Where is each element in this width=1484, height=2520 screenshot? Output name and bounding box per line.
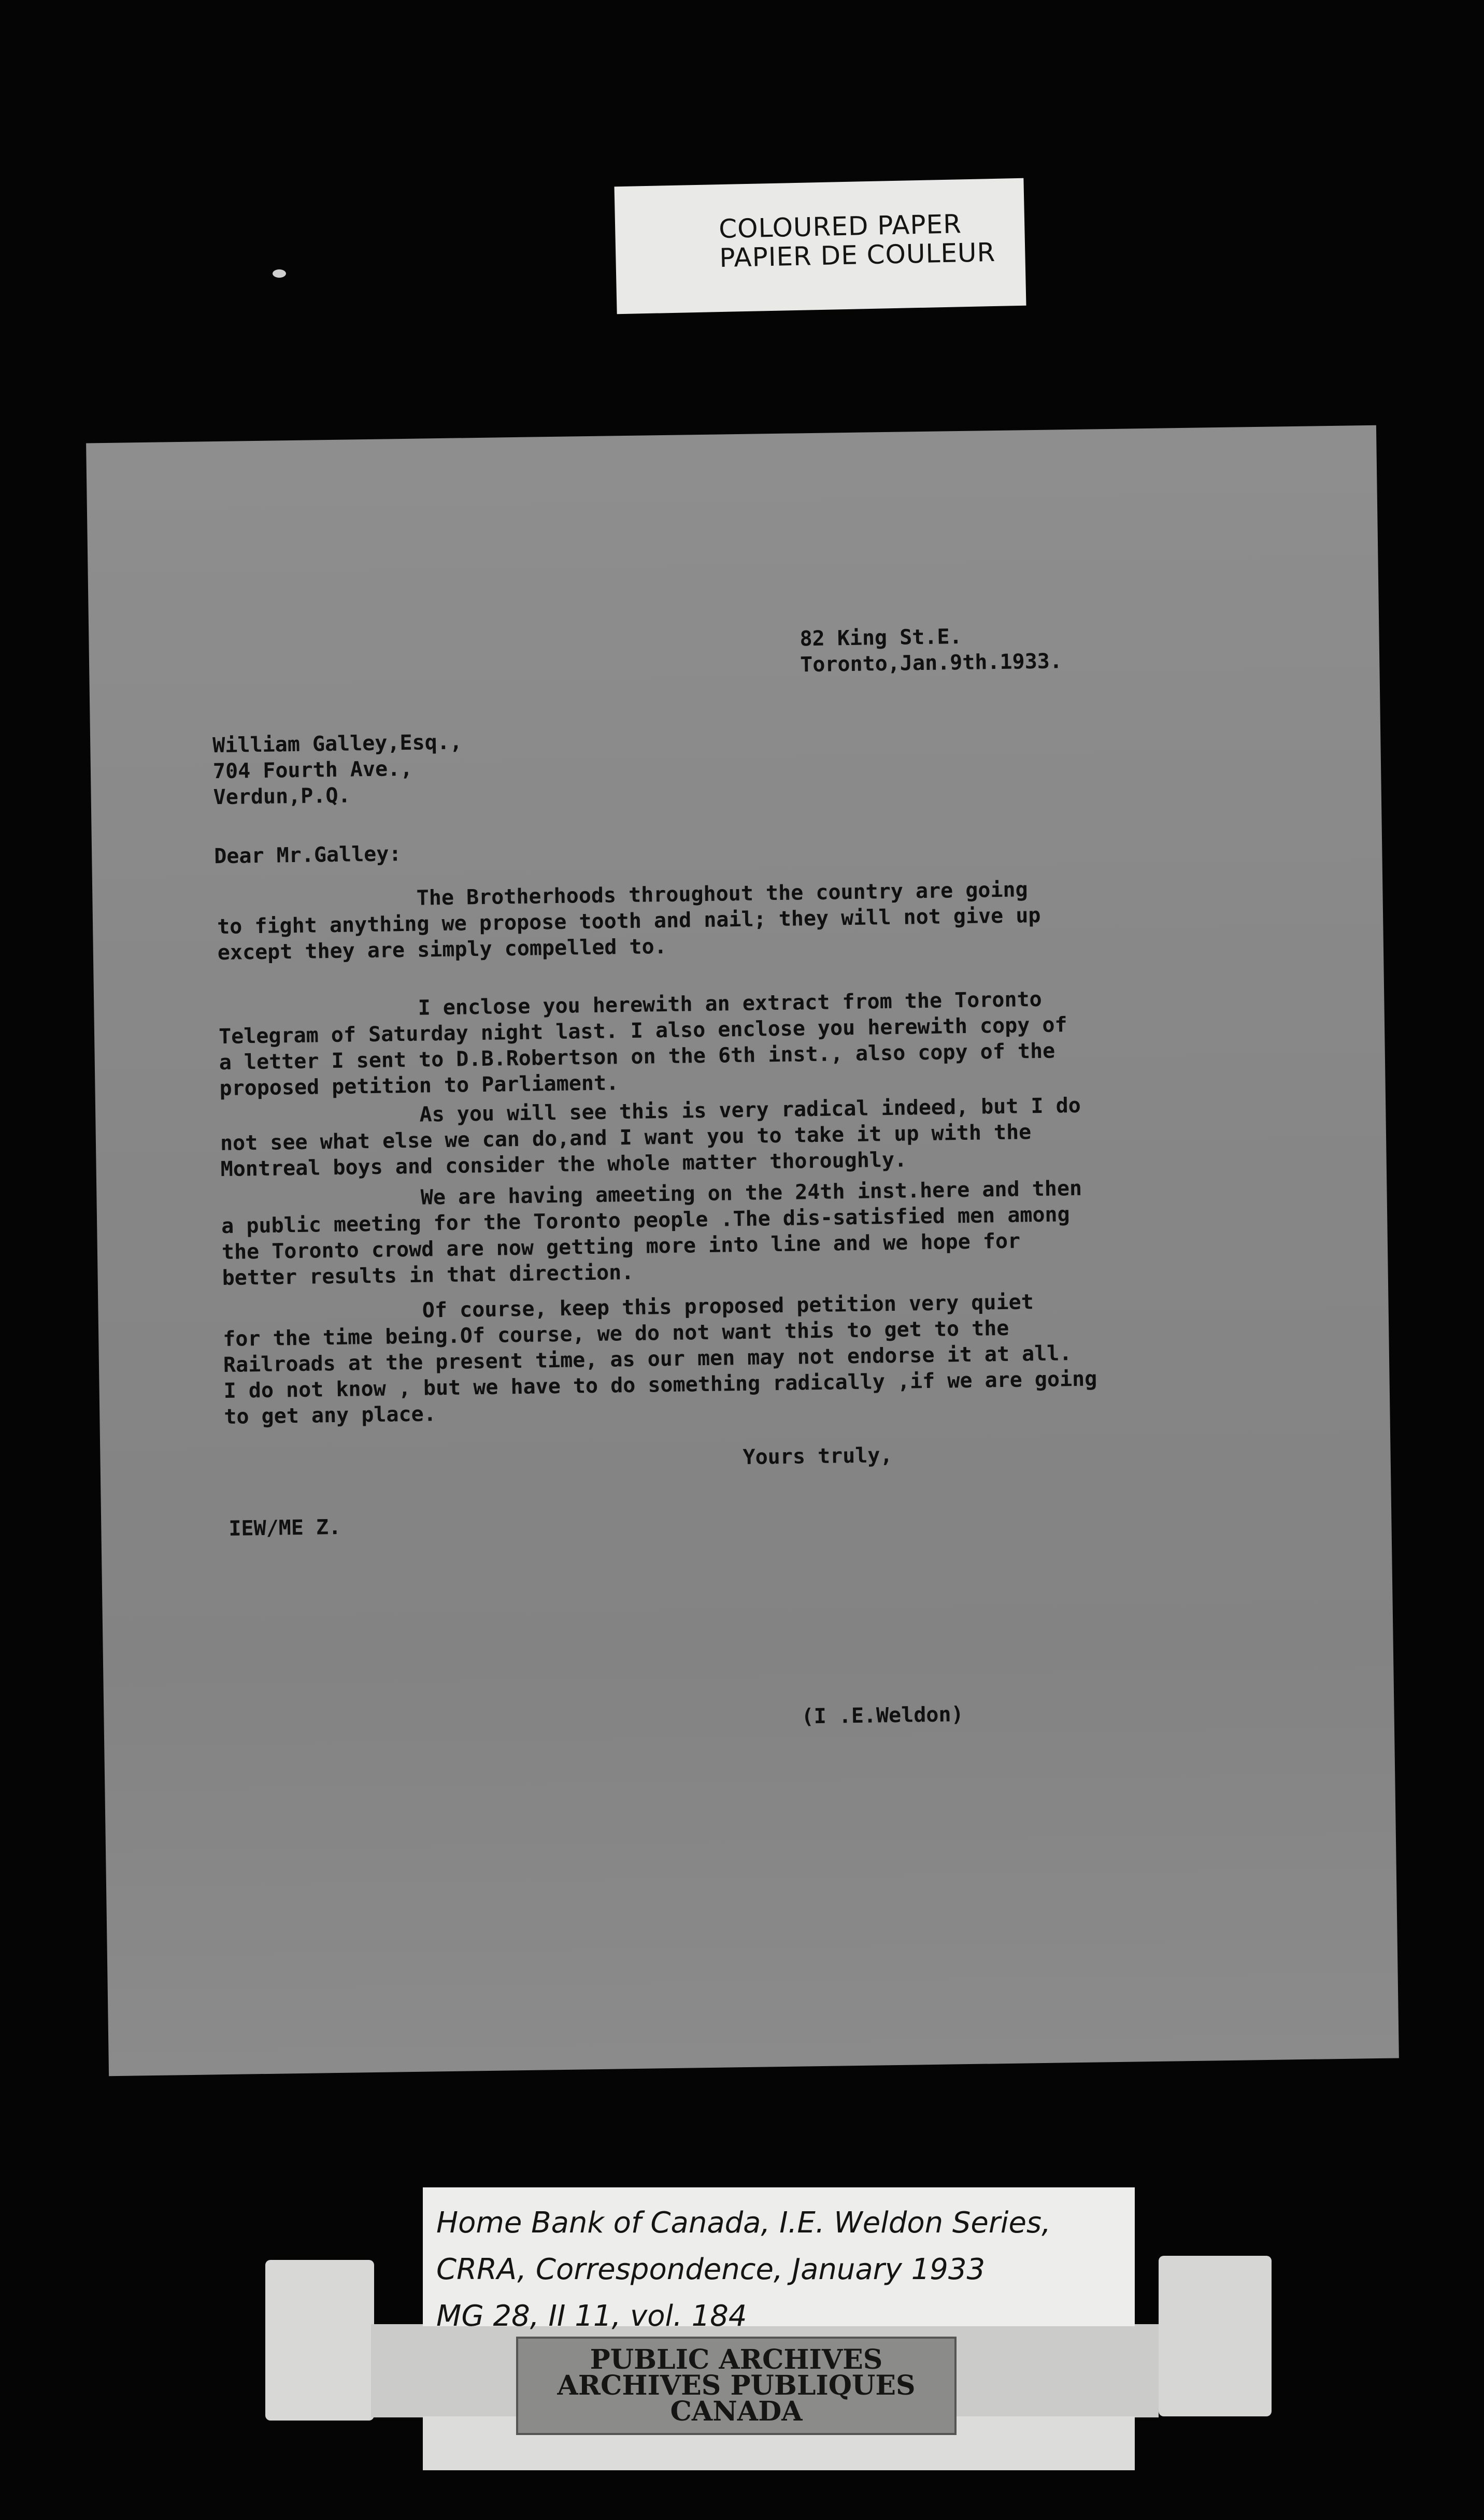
paragraph-line: As you will see this is very radical indeed, but I do xyxy=(219,1093,1081,1130)
letter-page xyxy=(86,425,1399,2076)
closing: Yours truly, xyxy=(743,1443,893,1470)
paragraph-2 xyxy=(218,986,1068,1101)
salutation: Dear Mr.Galley: xyxy=(213,842,402,869)
paragraph-line: Montreal boys and consider the whole matter thoroughly. xyxy=(220,1148,907,1182)
paragraph-line: We are having ameeting on the 24th inst.here and then xyxy=(221,1176,1082,1213)
stamp-frame-left xyxy=(265,2260,374,2421)
paragraph-line: for the time being.Of course, we do not want this to get to the xyxy=(222,1316,1009,1352)
label-line-english: COLOURED PAPER xyxy=(718,209,962,245)
paragraph-line: not see what else we can do,and I want you to take it up with the xyxy=(220,1120,1032,1156)
stamp-frame-right xyxy=(1159,2256,1272,2416)
recipient-street: 704 Fourth Ave., xyxy=(212,756,413,784)
paragraph-line: I do not know , but we have to do something radically ,if we are going xyxy=(223,1367,1097,1404)
paragraph-line: I enclose you herewith an extract from the Toronto xyxy=(218,987,1043,1023)
paragraph-5 xyxy=(222,1288,1097,1430)
stamp-line-french: ARCHIVES PUBLIQUES xyxy=(557,2370,916,2401)
paragraph-line: to get any place. xyxy=(224,1402,437,1429)
paragraph-line: The Brotherhoods throughout the country are going xyxy=(217,878,1028,913)
recipient-name: William Galley,Esq., xyxy=(212,730,463,758)
label-line-french: PAPIER DE COULEUR xyxy=(719,237,996,274)
paragraph-line: to fight anything we propose tooth and nail; they will not give up xyxy=(217,903,1041,939)
stamp-line-country: CANADA xyxy=(670,2396,803,2427)
paragraph-line: better results in that direction. xyxy=(222,1260,634,1291)
coloured-paper-label xyxy=(615,178,1026,314)
paragraph-line: Railroads at the present time, as our men may not endorse it at all. xyxy=(223,1341,1072,1378)
stamp-line-english: PUBLIC ARCHIVES xyxy=(590,2344,883,2375)
recipient-city: Verdun,P.Q. xyxy=(213,783,351,810)
recipient-address xyxy=(212,729,463,810)
paragraph-line: Of course, keep this proposed petition very quiet xyxy=(222,1290,1034,1326)
paragraph-line: except they are simply compelled to. xyxy=(217,934,667,965)
reference-line: Home Bank of Canada, I.E. Weldon Series, xyxy=(436,2206,1051,2240)
letter-date: Toronto,Jan.9th.1933. xyxy=(800,649,1063,677)
typist-initials: IEW/ME Z. xyxy=(229,1515,341,1541)
paragraph-line: a public meeting for the Toronto people .The dis-satisfied men among xyxy=(221,1202,1070,1239)
paragraph-line: Telegram of Saturday night last. I also enclose you herewith copy of xyxy=(218,1013,1067,1049)
paragraph-1 xyxy=(217,877,1041,966)
paragraph-4 xyxy=(221,1176,1083,1291)
sender-address xyxy=(800,622,1062,678)
archive-reference-label xyxy=(423,2187,1135,2333)
reference-line: MG 28, II 11, vol. 184 xyxy=(436,2299,747,2333)
public-archives-stamp xyxy=(516,2337,957,2435)
reference-line: CRRA, Correspondence, January 1933 xyxy=(436,2253,986,2286)
paragraph-line: the Toronto crowd are now getting more into line and we hope for xyxy=(221,1229,1021,1265)
signature: (I .E.Weldon) xyxy=(801,1702,964,1729)
paragraph-line: a letter I sent to D.B.Robertson on the 6th inst., also copy of the xyxy=(219,1039,1055,1075)
paragraph-3 xyxy=(220,1093,1082,1182)
paragraph-line: proposed petition to Parliament. xyxy=(219,1071,619,1101)
sender-address-street: 82 King St.E. xyxy=(800,624,962,651)
stray-mark xyxy=(273,269,286,278)
